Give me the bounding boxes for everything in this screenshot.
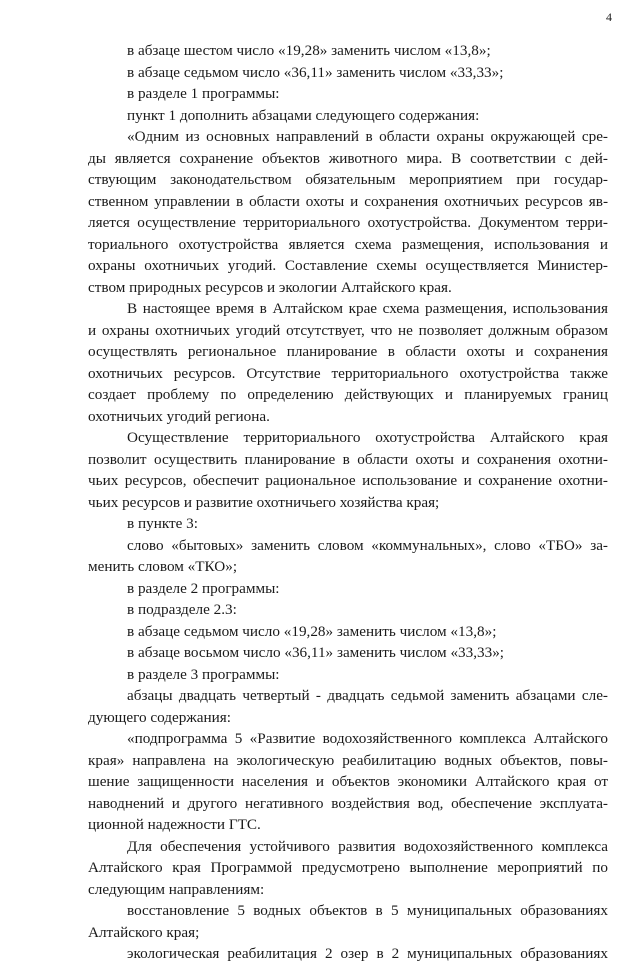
text-line: в абзаце седьмом число «19,28» заменить числом «13,8»;: [127, 622, 497, 640]
text-line: и охраны охотничьих угодий отсутствует, что не позволяет должным образом: [88, 321, 608, 339]
document-body: [88, 40, 608, 965]
text-line: в абзаце шестом число «19,28» заменить числом «13,8»;: [127, 42, 491, 59]
text-line: в пункте 3:: [127, 515, 198, 532]
text-line: ляется осуществление территориального охотустройства. Документом терри-: [88, 214, 608, 231]
text-line: абзацы двадцать четвертый - двадцать седьмой заменить абзацами сле-: [127, 687, 608, 704]
text-line: дующего содержания:: [88, 708, 231, 726]
text-line: наводнений и другого негативного воздействия вод, обеспечение эксплуата-: [88, 794, 608, 812]
text-line: Для обеспечения устойчивого развития водохозяйственного комплекса: [127, 837, 608, 855]
text-line: чьих ресурсов, обеспечит рациональное использование и сохранение охотни-: [88, 472, 608, 489]
text-line: ством природных ресурсов и экологии Алтайского края.: [88, 278, 452, 296]
text-line: охраны охотничьих угодий. Составление схемы осуществляется Министер-: [88, 257, 608, 274]
text-line: в разделе 2 программы:: [127, 579, 280, 597]
text-line: охотничьих угодий региона.: [88, 407, 270, 425]
text-line: «Одним из основных направлений в области охраны окружающей сре-: [127, 128, 608, 145]
text-line: Алтайского края;: [88, 923, 200, 941]
text-line: чьих ресурсов и развитие охотничьего хозяйства края;: [88, 493, 440, 511]
text-line: в абзаце седьмом число «36,11» заменить числом «33,33»;: [127, 63, 504, 81]
text-line: создает проблему по определению действующих и планируемых границ: [88, 386, 608, 403]
text-line: позволит осуществить планирование в области охоты и сохранения охотни-: [88, 450, 608, 468]
text-line: пункт 1 дополнить абзацами следующего содержания:: [127, 106, 480, 124]
text-line: Осуществление территориального охотустройства Алтайского края: [127, 429, 608, 446]
text-line: слово «бытовых» заменить словом «коммунальных», слово «ТБО» за-: [127, 536, 608, 554]
text-line: в разделе 3 программы:: [127, 665, 280, 683]
text-line: охотничьих ресурсов. Отсутствие территориального охотустройства также: [88, 364, 608, 382]
text-line: в разделе 1 программы:: [127, 85, 280, 102]
text-line: края» направлена на экологическую реабилитацию водных объектов, повы-: [88, 751, 608, 769]
text-line: менить словом «ТКО»;: [88, 558, 238, 575]
text-line: ды является сохранение объектов животного мира. В соответствии с дей-: [88, 149, 608, 167]
text-line: В настоящее время в Алтайском крае схема размещения, использования: [127, 300, 608, 317]
text-line: ториального охотустройства является схема размещения, использования и: [88, 235, 608, 253]
text-line: шение защищенности населения и объектов экономики Алтайского края от: [88, 773, 608, 790]
page-number: 4: [606, 10, 612, 24]
text-line: в подразделе 2.3:: [127, 601, 237, 618]
text-line: «подпрограмма 5 «Развитие водохозяйственного комплекса Алтайского: [127, 730, 608, 747]
text-line: Алтайского края Программой предусмотрено выполнение мероприятий по: [88, 859, 608, 876]
text-line: в абзаце восьмом число «36,11» заменить числом «33,33»;: [127, 644, 505, 661]
text-line: экологическая реабилитация 2 озер в 2 муниципальных образованиях: [127, 945, 608, 962]
text-line: восстановление 5 водных объектов в 5 муниципальных образованиях: [127, 902, 608, 919]
text-line: осуществлять региональное планирование в области охоты и сохранения: [88, 343, 608, 360]
text-line: следующим направлениям:: [88, 880, 265, 898]
text-line: ствующим законодательством обязательным мероприятием при государ-: [88, 171, 608, 188]
text-line: ционной надежности ГТС.: [88, 816, 261, 833]
text-line: ственном управлении в области охоты и сохранения охотничьих ресурсов яв-: [88, 192, 608, 210]
